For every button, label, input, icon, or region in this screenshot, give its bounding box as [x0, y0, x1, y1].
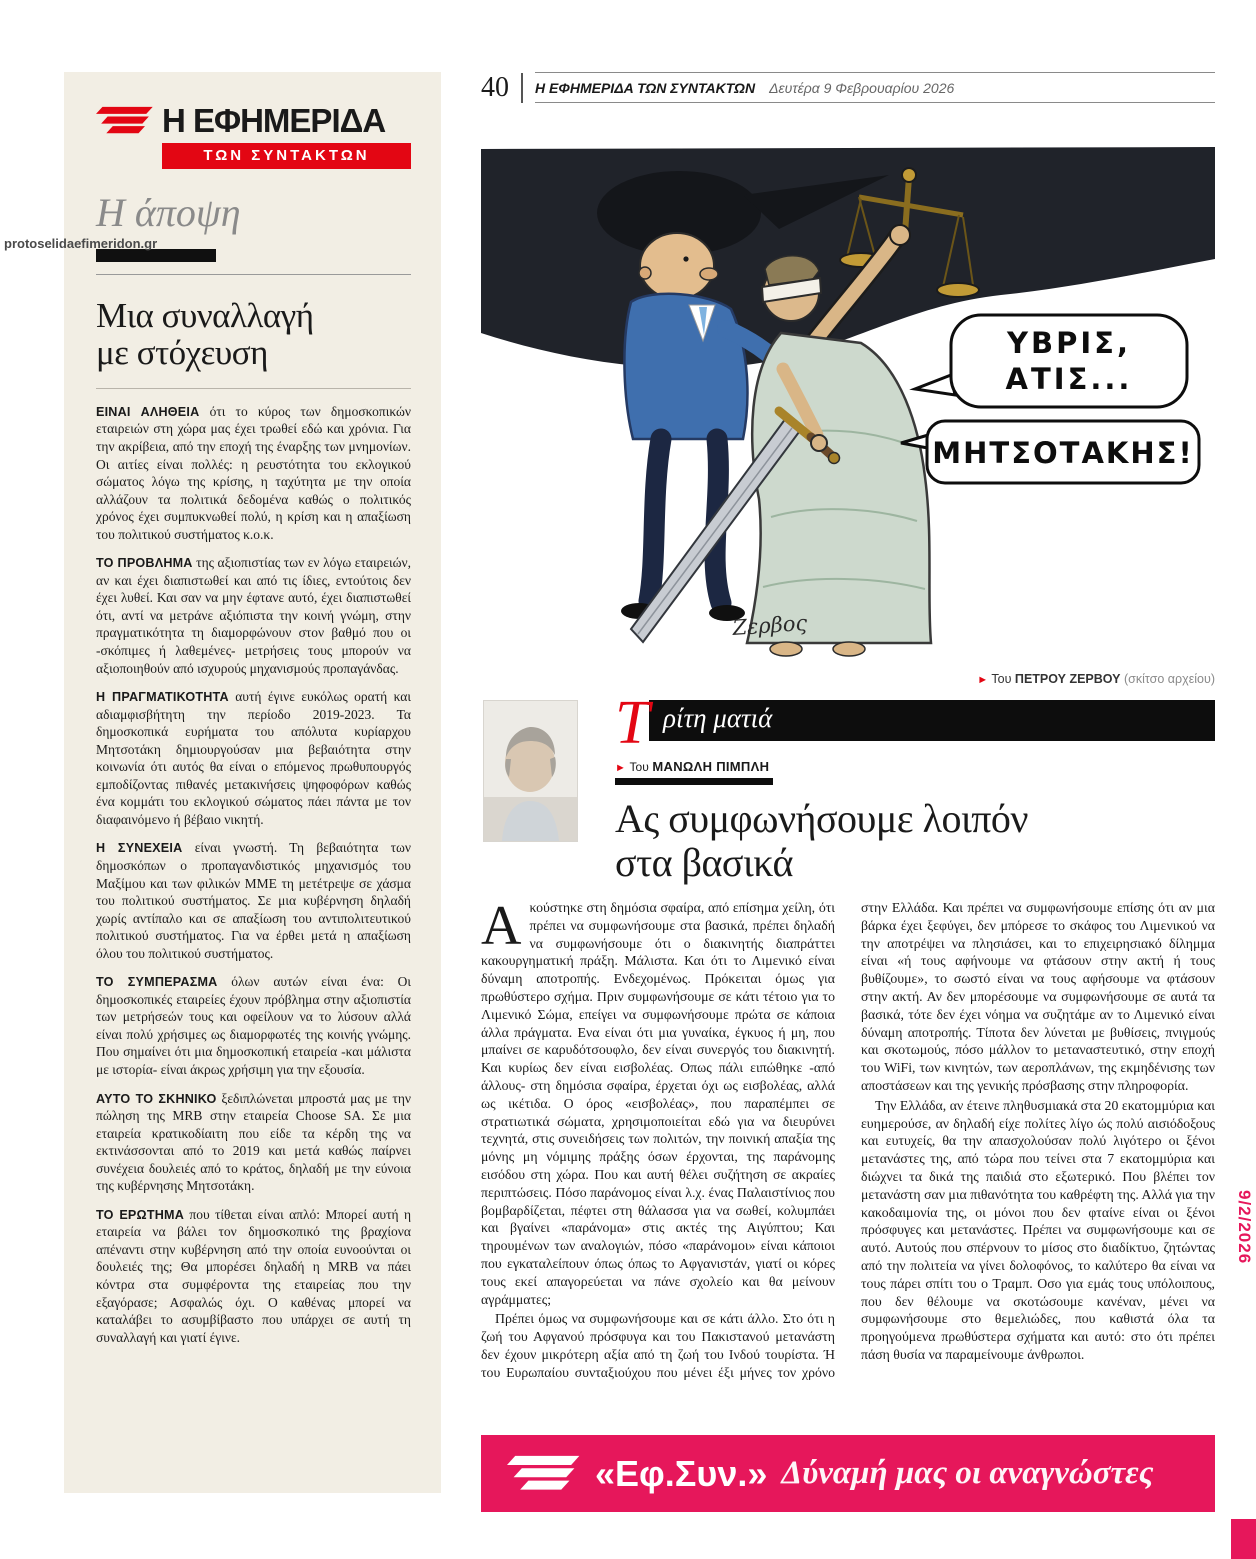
watermark: protoselidaefimeridon.gr: [4, 236, 158, 251]
masthead-subtitle-bar: ΤΩΝ ΣΥΝΤΑΚΤΩΝ: [162, 143, 411, 169]
article-title-line2: στα βασικά: [615, 840, 793, 885]
opinion-paragraph: [96, 403, 411, 543]
section-label: Η άποψη: [96, 190, 241, 235]
opinion-title-line2: με στόχευση: [96, 333, 268, 373]
paragraph-text: Πρέπει όμως να συμφωνήσουμε και σε κάτι άλλο. Στο ότι η ζωή του Αφγανού πρόσφυγα και του Πακιστανού μετανάστη δεν έχουν μικρότερη αξία από τη ζωή του Ινδού τουρίστα. Ή του Ευρωπαίου συνταξιούχου που μένει έξι μήνες τον χρόνο στην Ελλάδα. Και πρέπει να συμφωνήσουμε επίσης ότι αν μια βάρκα έχει ξεφύγει, δεν μπόρεσε το σκάφος του Λιμενικού να την αποτρέψει να πλησιάσει, και το επιχειρησιακό δίλημμα είναι «ή τους αφήνουμε να φτάσουν στην ακτή ή τους βυθίζουμε», το σωστό είναι να τους αφήσουμε να φτάσουν στην ακτή. Αν δεν μπορέσουμε να συμφωνήσουμε σε αυτά τα βασικά, τότε δεν έχει νόημα να συζητάμε αν το Λιμενικό είναι δύναμη αποτροπής. Τίποτα δεν λύνεται με βυθίσεις, πνιγμούς και σκοτωμούς, πόσο μάλλον το μεταναστευτικό, στην εποχή του WiFi, των κινητών, των αεροπλάνων, της εκμηδένισης των αποστάσεων και της γενικής πρόσβασης στην πληροφορία.: [481, 900, 1215, 1380]
arrow-icon: ►: [977, 674, 989, 686]
paragraph-lead: ΑΥΤΟ ΤΟ ΣΚΗΝΙΚΟ: [96, 1091, 217, 1106]
banner-slogan: Δύναμή μας οι αναγνώστες: [781, 1455, 1154, 1491]
opinion-paragraph: [96, 973, 411, 1078]
article-title-line1: Ας συμφωνήσουμε λοιπόν: [615, 796, 1029, 841]
article-paragraph: [861, 1097, 1215, 1364]
article-body: [481, 899, 1215, 1419]
column-header-content: [615, 689, 1215, 885]
title-rule: [96, 388, 411, 389]
issue-date: Δευτέρα 9 Φεβρουαρίου 2026: [769, 80, 955, 96]
section-divider: [96, 249, 411, 275]
paragraph-text: Την Ελλάδα, αν έτεινε πληθυσμιακά στα 20 εκατομμύρια και ευημερούσε, αν δηλαδή είχε πολίτες λίγο ώς πολύ αισιόδοξους και ευτυχείς, θα την απασχολούσαν πολύ λιγότερο οι ξένοι μετανάστες της, από τώρα που τείνει στα 7 εκατομμύρια και διώχνει τα δικά της παιδιά στο εξωτερικό. Που βλέπει τον μετανάστη σαν μια πιθανότητα του καθρέφτη της. Αλλά για την κακοδαιμονία της, οι μόνοι που δεν φταίνε είναι οι ξένοι πρόσφυγες και μετανάστες. Πρέπει να συμφωνήσουμε και σε αυτό. Αυτούς που σπέρνουν το μίσος στο διαδίκτυο, ζητώντας από την πολιτεία να γίνει δολοφόνος, το καλύτερο θα είναι να τους πάρει σπίτι του ο Τραμπ. Οσο για εμάς τους υπόλοιπους, που δεν θέλουμε να σκοτώσουμε κανέναν, μένει να συμφωνήσουμε στο θεμελιώδες, που καθιστά όλα τα προηγούμενα πρωθύστερα σχήματα και αυτό: στο ότι πρέπει πάση θυσία να παραμείνουμε άνθρωποι.: [861, 1097, 1215, 1362]
opinion-title: [96, 297, 411, 372]
drop-cap: Α: [481, 899, 522, 957]
opinion-paragraph: [96, 688, 411, 828]
paragraph-lead: ΕΙΝΑΙ ΑΛΗΘΕΙΑ: [96, 404, 200, 419]
speech-bubble-2: [901, 421, 1199, 483]
cartoon-credit: [481, 672, 1215, 686]
paper-name: Η ΕΦΗΜΕΡΙΔΑ ΤΩΝ ΣΥΝΤΑΚΤΩΝ: [535, 80, 756, 96]
byline: [615, 759, 1215, 774]
section-title: ρίτη ματιά: [649, 700, 1215, 741]
author-photo: [483, 700, 578, 842]
vertical-edge-date: 9/2/2026: [1235, 1190, 1254, 1265]
cartoon-canvas: [481, 137, 1215, 667]
article-paragraph: [481, 899, 835, 1308]
bubble2-text: ΜΗΤΣΟΤΑΚΗΣ!: [932, 436, 1194, 470]
byline-prefix: Του: [629, 760, 649, 774]
masthead-title: Η ΕΦΗΜΕΡΙΔΑ: [162, 102, 386, 139]
paragraph-text: ξεδιπλώνεται μπροστά μας με την πώληση της MRB στην εταιρεία Choose SA. Σε μια εταιρεία κρατικοδίαιτη που είδε τα κέρδη της να εκτινάσσονται από το 2019 και μετά καθώς παίρνει συνέχεια δουλειές από το κράτος, δηλαδή με την εύνοια της κυβέρνησης Μητσοτάκη.: [96, 1090, 411, 1194]
paragraph-text: αυτή έγινε ευκόλως ορατή και αδιαμφισβήτητη την περίοδο 2019-2023. Τα δημοσκοπικά ευρήματα του απόλυτα κυρίαρχου Μητσοτάκη δημιουργούσαν μια βεβαιότητα στην κοινωνία ότι αυτός θα είναι ο επόμενος πρωθυπουργός εμποδίζοντας πιθανές μετακινήσεις ψηφοφόρων καθώς ένα κομμάτι του εκλογικού σώματος πάει πάντα με τον διαφαινόμενο ή βέβαιο νικητή.: [96, 689, 412, 827]
paragraph-text: είναι γνωστή. Τη βεβαιότητα των δημοσκόπων ο προπαγανδιστικός μηχανισμός του Μαξίμου και των φιλικών ΜΜΕ τη μετέτρεψε σε χάσμα του πολιτικού συστήματος. Σε μια κυβέρνηση δηλαδή χωρίς αντίπαλο και σε απαξίωση του αντιπολιτευτικού πολιτικού συστήματος. Για να έρθει μετά η απαξίωση όλου του πολιτικού συστήματος.: [96, 840, 412, 961]
page-header: [481, 72, 1215, 103]
byline-underline-bar: [615, 778, 773, 785]
bubble1-line1: ΥΒΡΙΣ,: [1007, 326, 1131, 360]
brand-banner: [481, 1435, 1215, 1512]
arrow-icon: ►: [615, 762, 626, 774]
paragraph-text: της αξιοπιστίας των εν λόγω εταιρειών, αν και έχει διαπιστωθεί και από τις ίδιες, εντούτοις δεν έχει λυθεί. Και σαν να μην έφτανε αυτό, έχει διαπιστωθεί ότι, αντί να μετράνε αξιόπιστα την κοινή γνώμη, στην πραγματικότητα τη διαμορφώνουν στον βαθμό που οι -σκόπιμες ή λαθεμένες- μετρήσεις τους μπορούν να αξιοποιηθούν από ισχυρούς μηχανισμούς προπαγάνδας.: [96, 555, 411, 676]
credit-name: ΠΕΤΡΟΥ ΖΕΡΒΟΥ: [1014, 672, 1121, 686]
paragraph-text: ότι το κύρος των δημοσκοπικών εταιρειών στη χώρα μας έχει τρωθεί εδώ και χρόνια. Για την ακρίβεια, από την εποχή της έναρξης των μνημονίων. Οι αιτίες είναι πολλές: η ρευστότητα του εκλογικού σώματος λόγω της κρίσης, η ταχύτητα με την οποία αλλάζουν τα πολιτικά δεδομένα καθώς ο πολιτικός χρόνος έχει συμπυκνωθεί πολύ, η κρίση και η απαξίωση του πολιτικού συστήματος κ.ο.κ.: [96, 403, 411, 542]
opinion-paragraph: [96, 554, 411, 677]
article-title: [615, 797, 1215, 885]
speedlines-banner-icon: [507, 1452, 581, 1496]
section-initial: Τ: [615, 689, 650, 757]
credit-prefix: Του: [991, 672, 1012, 686]
opinion-title-line1: Μια συναλλαγή: [96, 296, 314, 335]
credit-note: (σκίτσο αρχείου): [1123, 672, 1215, 686]
byline-name: ΜΑΝΩΛΗ ΠΙΜΠΛΗ: [652, 759, 770, 774]
paragraph-lead: Η ΠΡΑΓΜΑΤΙΚΟΤΗΤΑ: [96, 690, 229, 705]
paragraph-text: που τίθεται είναι απλό: Μπορεί αυτή η εταιρεία να βάλει τον δημοσκοπικό της βραχίονα απέναντι στην κυβέρνηση από την οποία ευνοούνται οι δουλειές της; Θα μπορέσει δηλαδή η MRB να πάει κόντρα στα συμφέροντα της εταιρείας που την εξαγόρασε; Ασφαλώς όχι. Ο καθένας μπορεί να καταλάβει το ασυμβίβαστο που υπάρχει σε αυτή τη συναλλαγή και γιατί έγινε.: [96, 1206, 412, 1345]
paragraph-lead: ΤΟ ΕΡΩΤΗΜΑ: [96, 1207, 185, 1222]
speedlines-logo-icon: [96, 104, 154, 138]
banner-brand: «Εφ.Συν.»: [595, 1452, 768, 1494]
page-number: 40: [481, 71, 509, 103]
opinion-panel: [64, 72, 441, 1493]
main-column: [481, 72, 1215, 1512]
paragraph-lead: ΤΟ ΠΡΟΒΛΗΜΑ: [96, 556, 193, 571]
opinion-paragraph: [96, 1090, 411, 1195]
paragraph-lead: ΤΟ ΣΥΜΠΕΡΑΣΜΑ: [96, 975, 218, 990]
opinion-body: [96, 403, 411, 1346]
header-divider: [521, 73, 523, 103]
header-text: [535, 72, 1215, 103]
paragraph-text: κούστηκε στη δημόσια σφαίρα, από επίσημα χείλη, ότι πρέπει να συμφωνήσουμε στα βασικά, πρέπει δηλαδή να συμφωνήσουμε ότι ο διακινητής διαπράττει κακουργηματική πράξη. Μάλιστα. Και ότι το Λιμενικό είναι δύναμη αποτροπής. Ενδεχομένως. Πρόκειται όμως για πρωθύστερο σχήμα. Πριν συμφωνήσουμε σε κάτι τέτοιο για το Λιμενικό Σώμα, επείγει να συμφωνήσουμε πρώτα σε κάποια άλλα πράγματα. Ενα είναι ότι μια γυναίκα, έγκυος ή μη, που μπαίνει σε καρυδότσουφλο, δεν είναι συνεργός του διακινητή. Και κυρίως δεν είναι εισβολέας. Οπως πάλι ειπώθηκε -από άλλους- στη δημόσια σφαίρα, έρχεται όχι ως εισβολέας, αλλά ως ικέτιδα. Ο όρος «εισβολέας», που παραπέμπει σε στρατιωτικά σώματα, χρησιμοποιείται εδώ για να διευρύνει τεχνητά, στις συνειδήσεις των πολιτών, την ποινική απαξία της μόνης μη νόμιμης πράξης όσων έρχονται, της παράνομης εισόδου στη χώρα. Που και αυτή θέλει συζήτηση σε ακραίες περιπτώσεις. Πόσο παράνομος είναι λ.χ. ένας Παλαιστίνιος που βομβαρδίζεται, πέφτει στη θάλασσα για να σωθεί, κολυμπάει και βγαίνει «παράνομα» στις ακτές της Αιγύπτου; Και τηρουμένων των αναλογιών, πόσο «παράνομοι» είναι κάποιοι που εγκαταλείπουν όπως όπως το Αφγανιστάν, γιατί οι κόρες τους εκεί απαγορεύεται να πάνε σχολείο και θα μείνουν αγράμματες;: [481, 900, 835, 1307]
paragraph-text: όλων αυτών είναι ένα: Οι δημοσκοπικές εταιρείες έχουν πρόβλημα στην αξιοπιστία των μετρήσεών τους και οφείλουν να το λύσουν αλλά είναι πολύ χρήσιμες ως διαμορφωτές της κοινής γνώμης. Που σημαίνει ότι μια δημοσκοπική εταιρεία -και μάλιστα με ιστορία- είναι άκρως χρήσιμη για την εξουσία.: [96, 974, 412, 1078]
political-cartoon: [481, 137, 1215, 667]
cartoon-signature: Ζερβος: [731, 610, 808, 640]
column-head: [481, 689, 1215, 885]
speech-bubble-1: [915, 315, 1187, 407]
corner-accent-block: [1231, 1519, 1256, 1559]
bubble1-line2: ΑΤΙΣ...: [1005, 362, 1133, 396]
section-banner: [615, 689, 1215, 757]
masthead: [96, 102, 411, 140]
paragraph-lead: Η ΣΥΝΕΧΕΙΑ: [96, 841, 183, 856]
opinion-paragraph: [96, 1206, 411, 1346]
opinion-paragraph: [96, 839, 411, 962]
author-photo-illustration: [484, 701, 577, 841]
